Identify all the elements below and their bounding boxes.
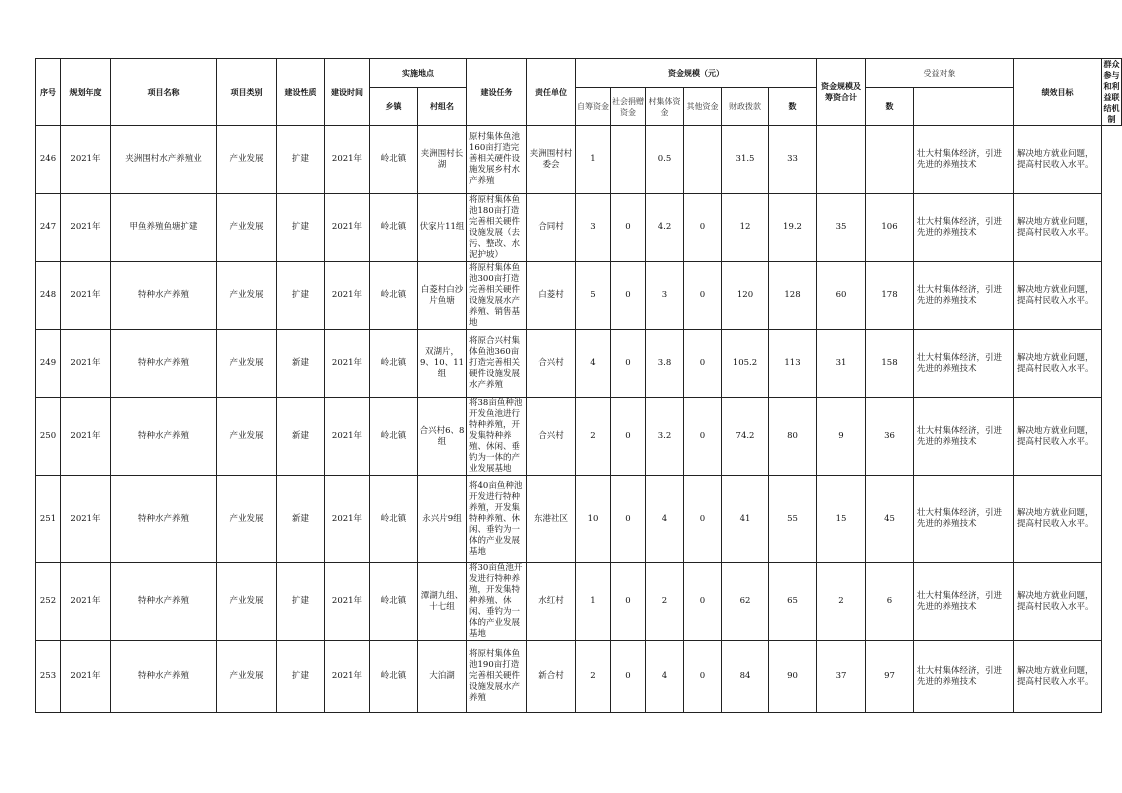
cell-unit: 水红村: [527, 563, 576, 641]
header-beneficiary: 受益对象: [866, 59, 1014, 88]
cell-year: 2021年: [61, 330, 111, 398]
cell-unit: 夹洲围村村委会: [527, 126, 576, 194]
cell-fiscal: 74.2: [722, 398, 769, 476]
cell-goal: 壮大村集体经济，引进先进的养殖技术: [914, 563, 1014, 641]
table-row: [36, 194, 1122, 262]
cell-beneficiary-b: 36: [866, 398, 914, 476]
cell-name: 特种水产养殖: [111, 330, 217, 398]
cell-category: 产业发展: [217, 563, 277, 641]
cell-seq: 246: [36, 126, 61, 194]
header-self-funds: 自筹资金: [576, 88, 611, 126]
cell-name: 甲鱼养殖鱼塘扩建: [111, 194, 217, 262]
cell-other-funds: 0: [684, 476, 722, 563]
cell-category: 产业发展: [217, 476, 277, 563]
cell-village: 潭湖九组、十七组: [418, 563, 467, 641]
cell-year: 2021年: [61, 194, 111, 262]
cell-mechanism: 解决地方就业问题，提高村民收入水平。: [1014, 194, 1102, 262]
cell-social-funds: 0: [611, 641, 646, 713]
table-row: [36, 330, 1122, 398]
header-village-funds: 村集体资金: [646, 88, 684, 126]
cell-village-funds: 3: [646, 262, 684, 330]
cell-nature: 新建: [277, 398, 325, 476]
cell-beneficiary-a: 60: [817, 262, 866, 330]
cell-category: 产业发展: [217, 641, 277, 713]
cell-nature: 扩建: [277, 262, 325, 330]
cell-beneficiary-b: 6: [866, 563, 914, 641]
cell-fiscal: 105.2: [722, 330, 769, 398]
header-year: 规划年度: [61, 59, 111, 126]
cell-self-funds: 5: [576, 262, 611, 330]
cell-social-funds: 0: [611, 563, 646, 641]
cell-year: 2021年: [61, 641, 111, 713]
table-body: [36, 126, 1122, 713]
cell-nature: 扩建: [277, 641, 325, 713]
cell-task: 将原合兴村集体鱼池360亩打造完善相关硬件设施发展水产养殖: [467, 330, 527, 398]
cell-category: 产业发展: [217, 398, 277, 476]
header-row-1: [36, 59, 1122, 88]
cell-time: 2021年: [325, 398, 370, 476]
cell-beneficiary-a: 35: [817, 194, 866, 262]
project-table: [35, 58, 1122, 713]
cell-seq: 252: [36, 563, 61, 641]
cell-goal: 壮大村集体经济，引进先进的养殖技术: [914, 330, 1014, 398]
header-social-funds: 社会捐赠资金: [611, 88, 646, 126]
cell-self-funds: 10: [576, 476, 611, 563]
cell-beneficiary-b: 158: [866, 330, 914, 398]
header-ben-b: 数: [866, 88, 914, 126]
cell-task: 将原村集体鱼池300亩打造完善相关硬件设施发展水产养殖、销售基地: [467, 262, 527, 330]
cell-mechanism: 解决地方就业问题，提高村民收入水平。: [1014, 641, 1102, 713]
table-row: [36, 398, 1122, 476]
header-nature: 建设性质: [277, 59, 325, 126]
cell-nature: 新建: [277, 476, 325, 563]
cell-name: 特种水产养殖: [111, 563, 217, 641]
cell-nature: 扩建: [277, 126, 325, 194]
cell-year: 2021年: [61, 476, 111, 563]
cell-seq: 251: [36, 476, 61, 563]
cell-other-funds: 0: [684, 262, 722, 330]
cell-self-funds: 2: [576, 398, 611, 476]
cell-unit: 白菱村: [527, 262, 576, 330]
cell-social-funds: [611, 126, 646, 194]
cell-mechanism: 解决地方就业问题，提高村民收入水平。: [1014, 563, 1102, 641]
cell-fiscal: 12: [722, 194, 769, 262]
project-table-sheet: [35, 58, 1122, 713]
cell-mechanism: 解决地方就业问题，提高村民收入水平。: [1014, 476, 1102, 563]
cell-town: 岭北镇: [370, 641, 418, 713]
cell-beneficiary-b: 178: [866, 262, 914, 330]
table-row: [36, 641, 1122, 713]
cell-name: 夹洲围村水产养殖业: [111, 126, 217, 194]
cell-village: 白菱村白沙片鱼塘: [418, 262, 467, 330]
cell-other-funds: 0: [684, 563, 722, 641]
cell-name: 特种水产养殖: [111, 476, 217, 563]
cell-social-funds: 0: [611, 476, 646, 563]
header-mechanism: 群众参与和利益联结机制: [1103, 60, 1120, 124]
cell-town: 岭北镇: [370, 476, 418, 563]
cell-village: 合兴村6、8组: [418, 398, 467, 476]
cell-task: 将原村集体鱼池190亩打造完善相关硬件设施发展水产养殖: [467, 641, 527, 713]
cell-beneficiary-a: 37: [817, 641, 866, 713]
header-task: 建设任务: [467, 59, 527, 126]
cell-goal: 壮大村集体经济，引进先进的养殖技术: [914, 194, 1014, 262]
cell-other-funds: [684, 126, 722, 194]
cell-fiscal: 84: [722, 641, 769, 713]
cell-category: 产业发展: [217, 126, 277, 194]
cell-beneficiary-b: 97: [866, 641, 914, 713]
cell-beneficiary-a: 2: [817, 563, 866, 641]
cell-village-funds: 4.2: [646, 194, 684, 262]
cell-goal: 壮大村集体经济，引进先进的养殖技术: [914, 398, 1014, 476]
cell-total: 90: [769, 641, 817, 713]
cell-task: 将30亩鱼池开发进行特种养殖，开发集特种养殖、休闲、垂钓为一体的产业发展基地: [467, 563, 527, 641]
cell-village-funds: 4: [646, 641, 684, 713]
cell-village: 伏家片11组: [418, 194, 467, 262]
cell-nature: 扩建: [277, 563, 325, 641]
cell-time: 2021年: [325, 126, 370, 194]
cell-task: 将38亩鱼种池开发鱼池进行特种养殖，开发集特种养殖、休闲、垂钓为一体的产业发展基地: [467, 398, 527, 476]
cell-town: 岭北镇: [370, 398, 418, 476]
cell-goal: 壮大村集体经济，引进先进的养殖技术: [914, 262, 1014, 330]
table-row: [36, 563, 1122, 641]
header-name: 项目名称: [111, 59, 217, 126]
cell-self-funds: 3: [576, 194, 611, 262]
cell-social-funds: 0: [611, 194, 646, 262]
cell-nature: 扩建: [277, 194, 325, 262]
header-unit: 责任单位: [527, 59, 576, 126]
cell-year: 2021年: [61, 563, 111, 641]
cell-unit: 合兴村: [527, 398, 576, 476]
cell-category: 产业发展: [217, 194, 277, 262]
cell-task: 将40亩鱼种池开发进行特种养殖，开发集特种养殖、休闲、垂钓为一体的产业发展基地: [467, 476, 527, 563]
cell-time: 2021年: [325, 194, 370, 262]
cell-village: 双湖片，9、10、11组: [418, 330, 467, 398]
cell-beneficiary-b: 106: [866, 194, 914, 262]
cell-beneficiary-a: 9: [817, 398, 866, 476]
cell-social-funds: 0: [611, 262, 646, 330]
table-row: [36, 262, 1122, 330]
header-total: 资金规模及筹资合计: [817, 59, 866, 126]
cell-other-funds: 0: [684, 398, 722, 476]
header-fiscal: 财政拨款: [722, 88, 769, 126]
cell-self-funds: 2: [576, 641, 611, 713]
cell-total: 55: [769, 476, 817, 563]
cell-goal: 壮大村集体经济，引进先进的养殖技术: [914, 476, 1014, 563]
cell-goal: 壮大村集体经济，引进先进的养殖技术: [914, 641, 1014, 713]
header-location: 实施地点: [370, 59, 467, 88]
cell-beneficiary-b: [866, 126, 914, 194]
table-row: [36, 126, 1122, 194]
header-time: 建设时间: [325, 59, 370, 126]
cell-village-funds: 4: [646, 476, 684, 563]
cell-seq: 249: [36, 330, 61, 398]
table-row: [36, 476, 1122, 563]
cell-total: 65: [769, 563, 817, 641]
cell-beneficiary-a: [817, 126, 866, 194]
cell-unit: 东港社区: [527, 476, 576, 563]
cell-time: 2021年: [325, 476, 370, 563]
cell-fiscal: 120: [722, 262, 769, 330]
cell-fiscal: 31.5: [722, 126, 769, 194]
cell-category: 产业发展: [217, 262, 277, 330]
cell-time: 2021年: [325, 641, 370, 713]
cell-total: 113: [769, 330, 817, 398]
cell-seq: 248: [36, 262, 61, 330]
cell-name: 特种水产养殖: [111, 262, 217, 330]
cell-year: 2021年: [61, 398, 111, 476]
cell-village-funds: 2: [646, 563, 684, 641]
header-village: 村组名: [418, 88, 467, 126]
header-goal: 绩效目标: [1014, 59, 1102, 126]
cell-task: 将原村集体鱼池180亩打造完善相关硬件设施发展（去污、整改、水泥护坡）: [467, 194, 527, 262]
cell-beneficiary-a: 15: [817, 476, 866, 563]
cell-nature: 新建: [277, 330, 325, 398]
cell-town: 岭北镇: [370, 262, 418, 330]
cell-total: 33: [769, 126, 817, 194]
cell-self-funds: 1: [576, 126, 611, 194]
cell-village-funds: 3.2: [646, 398, 684, 476]
cell-goal: 壮大村集体经济，引进先进的养殖技术: [914, 126, 1014, 194]
cell-other-funds: 0: [684, 330, 722, 398]
cell-fiscal: 41: [722, 476, 769, 563]
cell-seq: 250: [36, 398, 61, 476]
cell-mechanism: 解决地方就业问题，提高村民收入水平。: [1014, 398, 1102, 476]
cell-total: 19.2: [769, 194, 817, 262]
cell-total: 128: [769, 262, 817, 330]
cell-seq: 253: [36, 641, 61, 713]
cell-other-funds: 0: [684, 641, 722, 713]
cell-town: 岭北镇: [370, 563, 418, 641]
cell-category: 产业发展: [217, 330, 277, 398]
cell-village-funds: 0.5: [646, 126, 684, 194]
cell-fiscal: 62: [722, 563, 769, 641]
cell-name: 特种水产养殖: [111, 398, 217, 476]
header-funds: 资金规模（元）: [576, 59, 817, 88]
cell-village: 夹洲围村长湖: [418, 126, 467, 194]
header-category: 项目类别: [217, 59, 277, 126]
cell-town: 岭北镇: [370, 126, 418, 194]
cell-village: 大泊湖: [418, 641, 467, 713]
cell-beneficiary-b: 45: [866, 476, 914, 563]
cell-time: 2021年: [325, 563, 370, 641]
cell-social-funds: 0: [611, 330, 646, 398]
header-ben-a: 数: [769, 88, 817, 126]
cell-unit: 新合村: [527, 641, 576, 713]
cell-village-funds: 3.8: [646, 330, 684, 398]
cell-village: 永兴片9组: [418, 476, 467, 563]
cell-time: 2021年: [325, 330, 370, 398]
header-other-funds: 其他资金: [684, 88, 722, 126]
cell-self-funds: 1: [576, 563, 611, 641]
cell-unit: 合兴村: [527, 330, 576, 398]
header-seq: 序号: [36, 59, 61, 126]
cell-beneficiary-a: 31: [817, 330, 866, 398]
cell-time: 2021年: [325, 262, 370, 330]
cell-town: 岭北镇: [370, 330, 418, 398]
cell-mechanism: 解决地方就业问题，提高村民收入水平。: [1014, 262, 1102, 330]
cell-town: 岭北镇: [370, 194, 418, 262]
cell-year: 2021年: [61, 262, 111, 330]
header-town: 乡镇: [370, 88, 418, 126]
cell-name: 特种水产养殖: [111, 641, 217, 713]
cell-year: 2021年: [61, 126, 111, 194]
cell-unit: 合同村: [527, 194, 576, 262]
cell-self-funds: 4: [576, 330, 611, 398]
cell-social-funds: 0: [611, 398, 646, 476]
cell-total: 80: [769, 398, 817, 476]
cell-mechanism: 解决地方就业问题，提高村民收入水平。: [1014, 330, 1102, 398]
cell-task: 原村集体鱼池160亩打造完善相关硬件设施发展乡村水产养殖: [467, 126, 527, 194]
cell-seq: 247: [36, 194, 61, 262]
cell-mechanism: 解决地方就业问题，提高村民收入水平。: [1014, 126, 1102, 194]
cell-other-funds: 0: [684, 194, 722, 262]
